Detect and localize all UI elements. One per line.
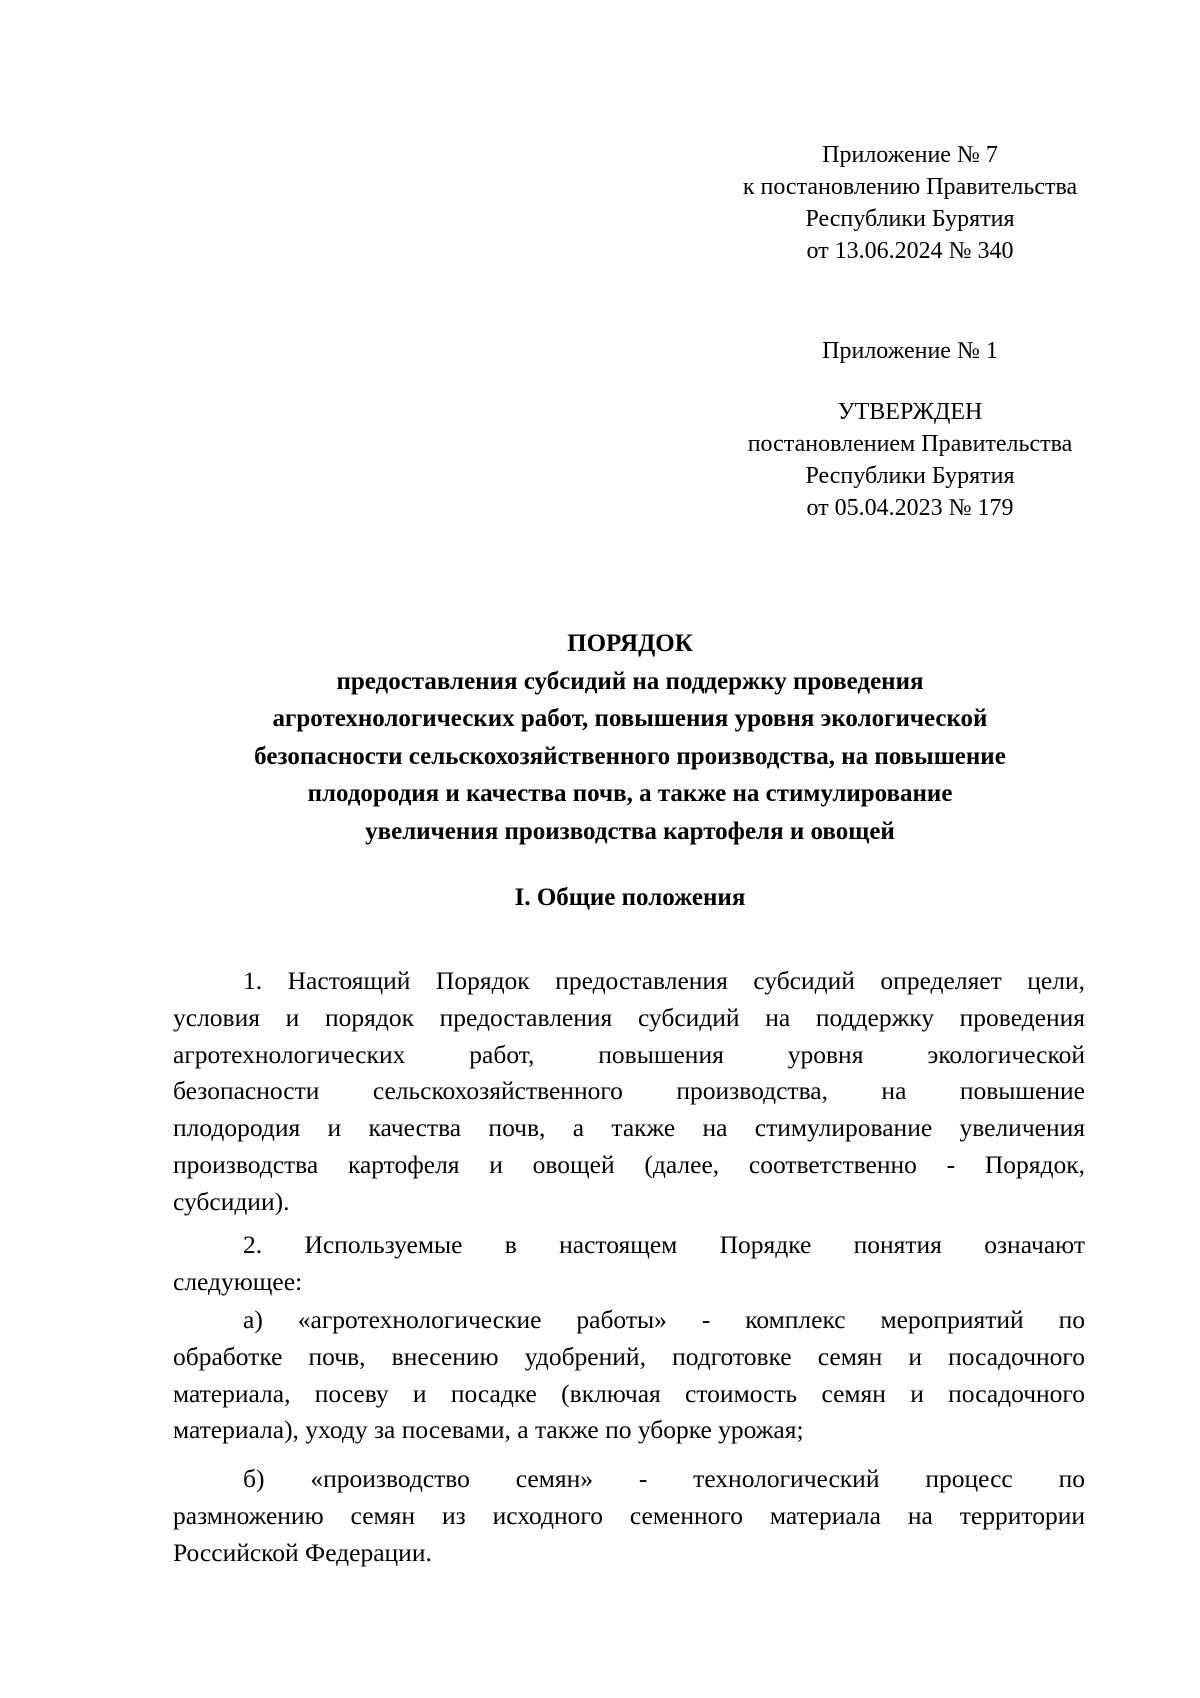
- paragraph-1-line: плодородия и качества почв, а также на стимулирование увеличения: [173, 1113, 1085, 1143]
- attachment-1-line: Приложение № 1: [822, 338, 998, 364]
- attachment-7-line: от 13.06.2024 № 340: [806, 238, 1014, 264]
- item-b: [173, 1461, 1085, 1571]
- item-b-line: б) «производство семян» - технологический процесс по: [243, 1464, 1085, 1493]
- approval-line: от 05.04.2023 № 179: [806, 495, 1014, 521]
- paragraph-1-line: безопасности сельскохозяйственного производства, на повышение: [173, 1076, 1085, 1106]
- attachment-7-line: Приложение № 7: [822, 142, 998, 168]
- item-a-line: а) «агротехнологические работы» - комплекс мероприятий по: [243, 1305, 1085, 1334]
- paragraph-1: [173, 963, 1085, 1221]
- paragraph-2-line: следующее:: [173, 1266, 303, 1296]
- attachment-7-line: Республики Бурятия: [805, 206, 1015, 232]
- item-a-line: материала, посеву и посадке (включая стоимость семян и посадочного: [173, 1378, 1085, 1408]
- paragraph-1-line: 1. Настоящий Порядок предоставления субсидий определяет цели,: [243, 966, 1085, 995]
- item-a: [173, 1302, 1085, 1449]
- item-a-line: материала), уходу за посевами, а также по уборке урожая;: [173, 1415, 804, 1445]
- paragraph-1-line: субсидии).: [173, 1186, 290, 1216]
- section-1-heading: I. Общие положения: [514, 884, 746, 911]
- title-line: безопасности сельскохозяйственного производства, на повышение: [254, 742, 1006, 770]
- title-line: предоставления субсидий на поддержку проведения: [336, 667, 924, 695]
- approval-line: постановлением Правительства: [747, 431, 1073, 457]
- attachment-7-line: к постановлению Правительства: [742, 174, 1078, 200]
- title-line: увеличения производства картофеля и овощей: [365, 817, 895, 845]
- paragraph-2: [173, 1227, 1085, 1301]
- approval-block: [700, 396, 1120, 524]
- document-title: [150, 625, 1110, 850]
- attachment-7-block: [700, 139, 1120, 267]
- approval-line: УТВЕРЖДЕН: [837, 399, 983, 425]
- item-b-line: размножению семян из исходного семенного материала на территории: [173, 1500, 1085, 1530]
- title-line: плодородия и качества почв, а также на стимулирование: [307, 780, 953, 807]
- approval-line: Республики Бурятия: [805, 463, 1015, 489]
- paragraph-1-line: условия и порядок предоставления субсидий на поддержку проведения: [173, 1002, 1085, 1032]
- title-line: агротехнологических работ, повышения уровня экологической: [272, 705, 988, 732]
- attachment-1-block: [700, 335, 1120, 367]
- item-a-line: обработке почв, внесению удобрений, подготовке семян и посадочного: [173, 1341, 1085, 1371]
- item-b-line: Российской Федерации.: [173, 1537, 432, 1567]
- paragraph-1-line: агротехнологических работ, повышения уровня экологической: [173, 1039, 1085, 1069]
- paragraph-1-line: производства картофеля и овощей (далее, соответственно - Порядок,: [173, 1149, 1085, 1179]
- paragraph-2-line: 2. Используемые в настоящем Порядке понятия означают: [243, 1230, 1085, 1259]
- title-heading: ПОРЯДОК: [567, 630, 693, 657]
